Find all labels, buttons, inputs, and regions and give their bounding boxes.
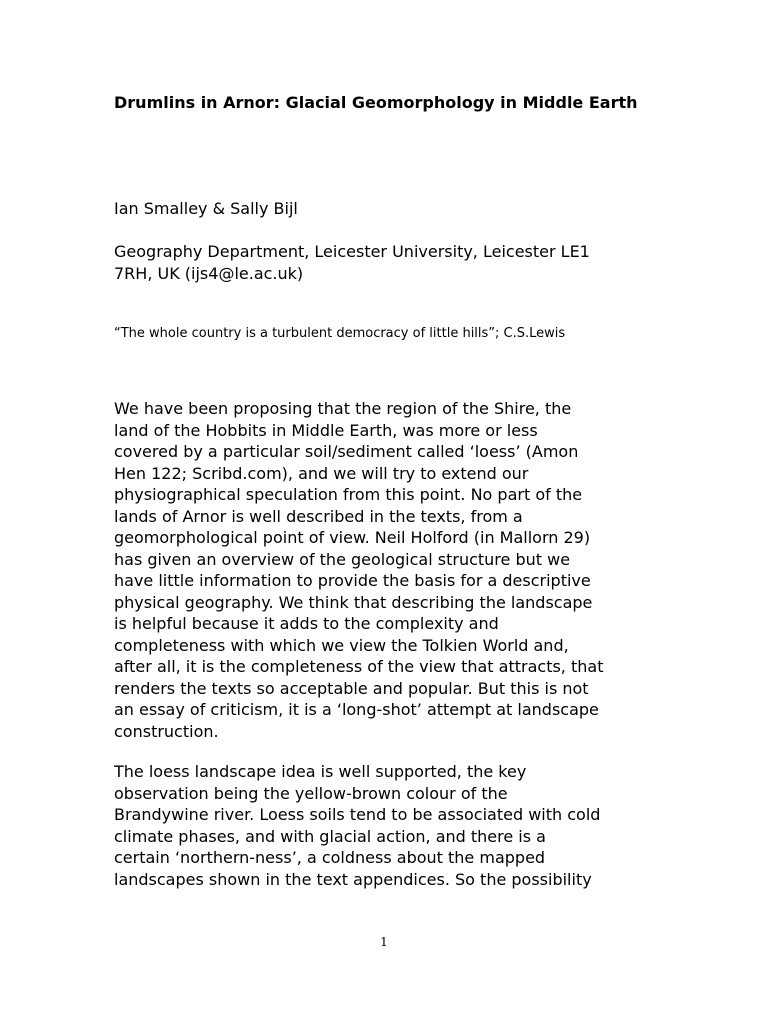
text-line: lands of Arnor is well described in the texts, from a: [114, 506, 523, 526]
text-line: observation being the yellow-brown colour of the: [114, 783, 508, 803]
author-names: Ian Smalley & Sally Bijl: [114, 199, 298, 218]
text-line: We have been proposing that the region of the Shire, the: [114, 399, 572, 418]
body-paragraph-2: [114, 761, 600, 890]
affiliation-line: Geography Department, Leicester University, Leicester LE1: [114, 242, 590, 261]
body-paragraph-1: [114, 398, 603, 742]
text-line: physical geography. We think that describing the landscape: [114, 592, 593, 612]
text-line: landscapes shown in the text appendices. So the possibility: [114, 869, 592, 889]
text-line: covered by a particular soil/sediment called ‘loess’ (Amon: [114, 442, 579, 461]
page-number: 1: [380, 935, 388, 949]
affiliation-line: 7RH, UK (ijs4@le.ac.uk): [114, 264, 304, 283]
paper-title: Drumlins in Arnor: Glacial Geomorphology in Middle Earth: [114, 93, 638, 112]
text-line: is helpful because it adds to the complexity and: [114, 614, 499, 633]
text-line: has given an overview of the geological structure but we: [114, 549, 571, 569]
text-line: geomorphological point of view. Neil Holford (in Mallorn 29): [114, 528, 591, 547]
text-line: have little information to provide the basis for a descriptive: [114, 571, 591, 590]
text-line: Brandywine river. Loess soils tend to be associated with cold: [114, 805, 601, 824]
text-line: The loess landscape idea is well supported, the key: [114, 762, 527, 781]
text-line: renders the texts so acceptable and popular. But this is not: [114, 678, 589, 698]
text-line: completeness with which we view the Tolkien World and,: [114, 635, 569, 655]
text-line: physiographical speculation from this point. No part of the: [114, 485, 583, 504]
epigraph-quote: “The whole country is a turbulent democracy of little hills”; C.S.Lewis: [114, 326, 566, 341]
text-line: after all, it is the completeness of the view that attracts, that: [114, 657, 604, 676]
text-line: climate phases, and with glacial action, and there is a: [114, 826, 546, 846]
author-affiliation: [114, 241, 590, 285]
text-line: construction.: [114, 721, 219, 741]
text-line: Hen 122; Scribd.com), and we will try to extend our: [114, 463, 529, 483]
text-line: land of the Hobbits in Middle Earth, was more or less: [114, 420, 538, 440]
text-line: certain ‘northern-ness’, a coldness about the mapped: [114, 848, 546, 867]
text-line: an essay of criticism, it is a ‘long-shot’ attempt at landscape: [114, 700, 599, 719]
